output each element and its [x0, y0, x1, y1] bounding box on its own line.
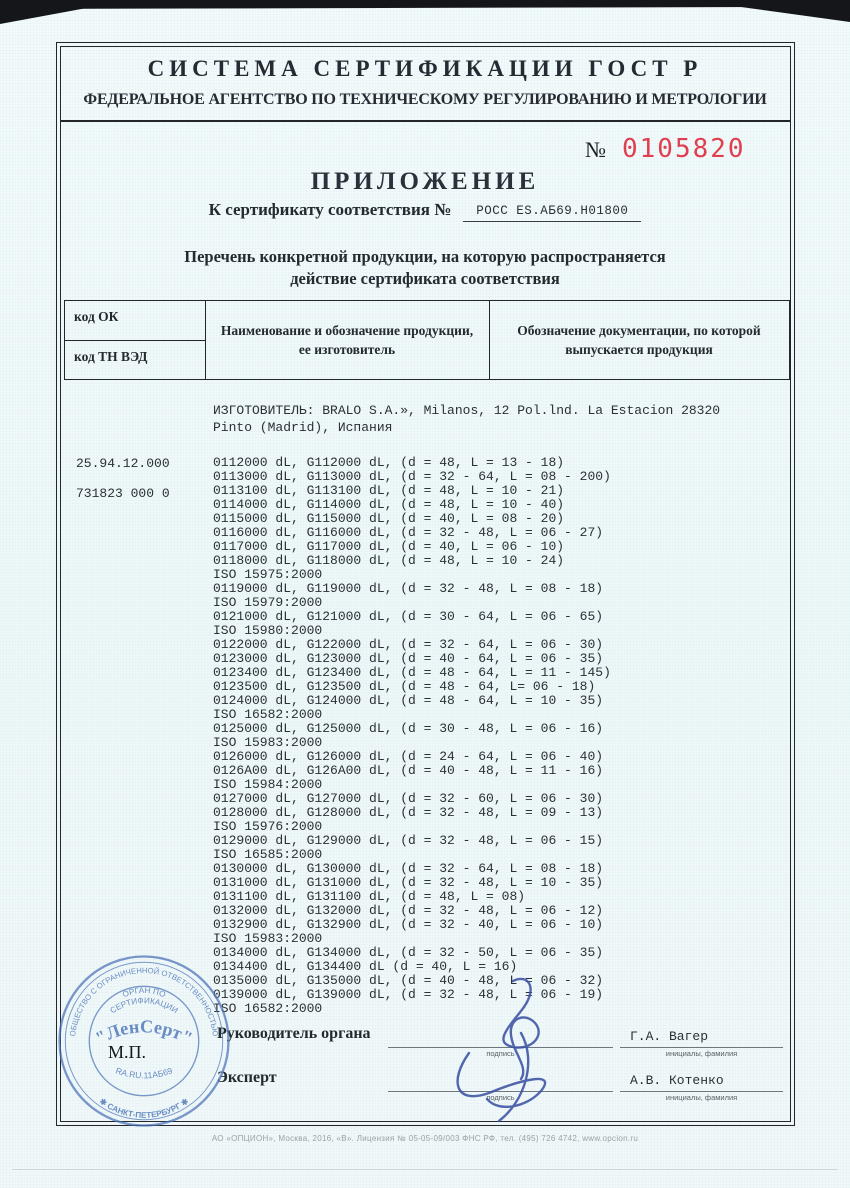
head-of-body-label: Руководитель органа	[217, 1025, 371, 1042]
product-line: ISO 15984:2000	[213, 777, 323, 792]
seal-place-label: М.П.	[108, 1042, 147, 1062]
product-line: ISO 16582:2000	[213, 1001, 323, 1016]
product-line: 0131100 dL, G131100 dL, (d = 48, L = 08)	[213, 889, 526, 904]
product-line: 0124000 dL, G124000 dL, (d = 48 - 64, L = 10 - 35)	[213, 693, 604, 708]
product-line: 0119000 dL, G119000 dL, (d = 32 - 48, L = 08 - 18)	[213, 581, 604, 596]
subtitle-line2: действие сертификата соответствия	[290, 269, 560, 288]
table-divider-vertical-1	[205, 301, 206, 379]
product-line: 0126000 dL, G126000 dL, (d = 24 - 64, L = 06 - 40)	[213, 749, 604, 764]
manufacturer-line: ИЗГОТОВИТЕЛЬ: BRALO S.A.», Milanos, 12 Pol.lnd. La Estacion 28320 Pinto (Madrid), Испания	[213, 403, 721, 435]
expert-label: Эксперт	[217, 1069, 277, 1086]
product-line: ISO 15976:2000	[213, 819, 323, 834]
certificate-number: РОСС ES.АБ69.Н01800	[463, 204, 641, 222]
product-line: 0129000 dL, G129000 dL, (d = 32 - 48, L = 06 - 15)	[213, 833, 604, 848]
product-line: 0134000 dL, G134000 dL, (d = 32 - 50, L = 06 - 35)	[213, 945, 604, 960]
svg-text:RA.RU.11АБ69	[114, 1065, 174, 1080]
signature-caption-expert: подпись	[486, 1093, 515, 1102]
signature-caption-head: подпись	[486, 1049, 515, 1058]
serial-prefix: №	[585, 137, 606, 162]
product-line: ISO 15983:2000	[213, 735, 323, 750]
product-line: 0117000 dL, G117000 dL, (d = 40, L = 06 - 10)	[213, 539, 565, 554]
table-header	[64, 300, 790, 380]
product-line: 0123400 dL, G123400 dL, (d = 48 - 64, L = 11 - 145)	[213, 665, 611, 680]
product-line: 0128000 dL, G128000 dL, (d = 32 - 48, L = 09 - 13)	[213, 805, 604, 820]
stamp-org-line2: СЕРТИФИКАЦИИ	[108, 996, 180, 1016]
product-list	[213, 456, 788, 1016]
product-line: 0116000 dL, G116000 dL, (d = 32 - 48, L = 06 - 27)	[213, 525, 604, 540]
agency-title: ФЕДЕРАЛЬНОЕ АГЕНТСТВО ПО ТЕХНИЧЕСКОМУ РЕГУЛИРОВАНИЮ И МЕТРОЛОГИИ	[83, 91, 767, 108]
stamp-reg-number: RA.RU.11АБ69	[114, 1065, 174, 1081]
product-line: 0123000 dL, G123000 dL, (d = 40 - 64, L = 06 - 35)	[213, 651, 604, 666]
product-line: 0123500 dL, G123500 dL, (d = 48 - 64, L= 06 - 18)	[213, 679, 596, 694]
product-line: 0114000 dL, G114000 dL, (d = 48, L = 10 - 40)	[213, 497, 565, 512]
product-line: 0115000 dL, G115000 dL, (d = 40, L = 08 - 20)	[213, 511, 565, 526]
product-line: 0131000 dL, G131000 dL, (d = 32 - 48, L = 10 - 35)	[213, 875, 604, 890]
scan-corner-left	[0, 0, 130, 24]
stamp-org-name: "ЛенСерт"	[92, 1016, 196, 1049]
serial-number-block	[585, 134, 746, 164]
product-line: ISO 15980:2000	[213, 623, 323, 638]
product-line: 0121000 dL, G121000 dL, (d = 30 - 64, L = 06 - 65)	[213, 609, 604, 624]
product-line: ISO 16585:2000	[213, 847, 323, 862]
scan-edge-bottom	[12, 1169, 838, 1170]
product-line: ISO 16582:2000	[213, 707, 323, 722]
ok-code-value: 25.94.12.000	[76, 456, 170, 471]
scan-corner-right	[690, 0, 850, 22]
product-line: 0118000 dL, G118000 dL, (d = 48, L = 10 - 24)	[213, 553, 565, 568]
product-line: 0113000 dL, G113000 dL, (d = 32 - 64, L = 08 - 200)	[213, 469, 611, 484]
certificate-reference-row	[0, 200, 850, 222]
column-header-documentation: Обозначение документации, по которой выпускается продукция	[517, 323, 761, 357]
expert-name: А.В. Котенко	[630, 1073, 724, 1088]
svg-text:СЕРТИФИКАЦИИ	[108, 996, 179, 1015]
product-line: ISO 15975:2000	[213, 567, 323, 582]
product-line: 0126A00 dL, G126A00 dL, (d = 40 - 48, L = 11 - 16)	[213, 763, 604, 778]
svg-text:ОРГАН ПО	[121, 986, 167, 999]
product-line: 0134400 dL, G134400 dL (d = 40, L = 16)	[213, 959, 518, 974]
product-line: 0132900 dL, G132900 dL, (d = 32 - 40, L = 06 - 10)	[213, 917, 604, 932]
serial-number: 0105820	[622, 134, 746, 164]
table-divider-vertical-2	[489, 301, 490, 379]
table-divider-horizontal	[65, 340, 205, 341]
product-line: 0139000 dL, G139000 dL, (d = 32 - 48, L = 06 - 19)	[213, 987, 604, 1002]
certificate-label: К сертификату соответствия №	[208, 200, 452, 219]
subtitle-line1: Перечень конкретной продукции, на которую распространяется	[184, 247, 666, 266]
certification-stamp	[48, 945, 240, 1137]
stamp-outer-text: ОБЩЕСТВО С ОГРАНИЧЕННОЙ ОТВЕТСТВЕННОСТЬЮ	[68, 965, 220, 1037]
page-title: ПРИЛОЖЕНИЕ	[310, 168, 540, 195]
product-line: 0112000 dL, G112000 dL, (d = 48, L = 13 - 18)	[213, 455, 565, 470]
svg-text:✱ САНКТ-ПЕТЕРБУРГ ✱	[98, 1097, 191, 1120]
product-line: ISO 15979:2000	[213, 595, 323, 610]
product-line: 0132000 dL, G132000 dL, (d = 32 - 48, L = 06 - 12)	[213, 903, 604, 918]
product-line: 0127000 dL, G127000 dL, (d = 32 - 60, L = 06 - 30)	[213, 791, 604, 806]
head-name: Г.А. Вагер	[630, 1029, 709, 1044]
tnved-code-value: 731823 000 0	[76, 486, 170, 501]
stamp-org-line1: ОРГАН ПО	[121, 985, 167, 1000]
column-header-product: Наименование и обозначение продукции, ее изготовитель	[220, 323, 474, 357]
print-house-footer: АО «ОПЦИОН», Москва, 2016, «В». Лицензия № 05-05-09/003 ФНС РФ, тел. (495) 726 4742, www.opcion.ru	[211, 1134, 639, 1143]
handwritten-signature	[425, 975, 595, 1125]
product-line: 0125000 dL, G125000 dL, (d = 30 - 48, L = 06 - 16)	[213, 721, 604, 736]
name-line-head	[620, 1047, 783, 1048]
product-line: 0122000 dL, G122000 dL, (d = 32 - 64, L = 06 - 30)	[213, 637, 604, 652]
system-title: СИСТЕМА СЕРТИФИКАЦИИ ГОСТ Р	[147, 56, 703, 81]
product-line: ISO 15983:2000	[213, 931, 323, 946]
name-line-expert	[620, 1091, 783, 1092]
column-header-ok-code: код ОК	[74, 309, 119, 324]
name-caption-head: инициалы, фамилия	[665, 1049, 738, 1058]
header-divider	[60, 120, 790, 122]
column-header-tnved-code: код ТН ВЭД	[74, 349, 148, 364]
name-caption-expert: инициалы, фамилия	[665, 1093, 738, 1102]
product-line: 0113100 dL, G113100 dL, (d = 48, L = 10 - 21)	[213, 483, 565, 498]
product-line: 0130000 dL, G130000 dL, (d = 32 - 64, L = 08 - 18)	[213, 861, 604, 876]
product-line: 0135000 dL, G135000 dL, (d = 40 - 48, L = 06 - 32)	[213, 973, 604, 988]
stamp-city-text: ✱ САНКТ-ПЕТЕРБУРГ ✱	[97, 1096, 191, 1120]
